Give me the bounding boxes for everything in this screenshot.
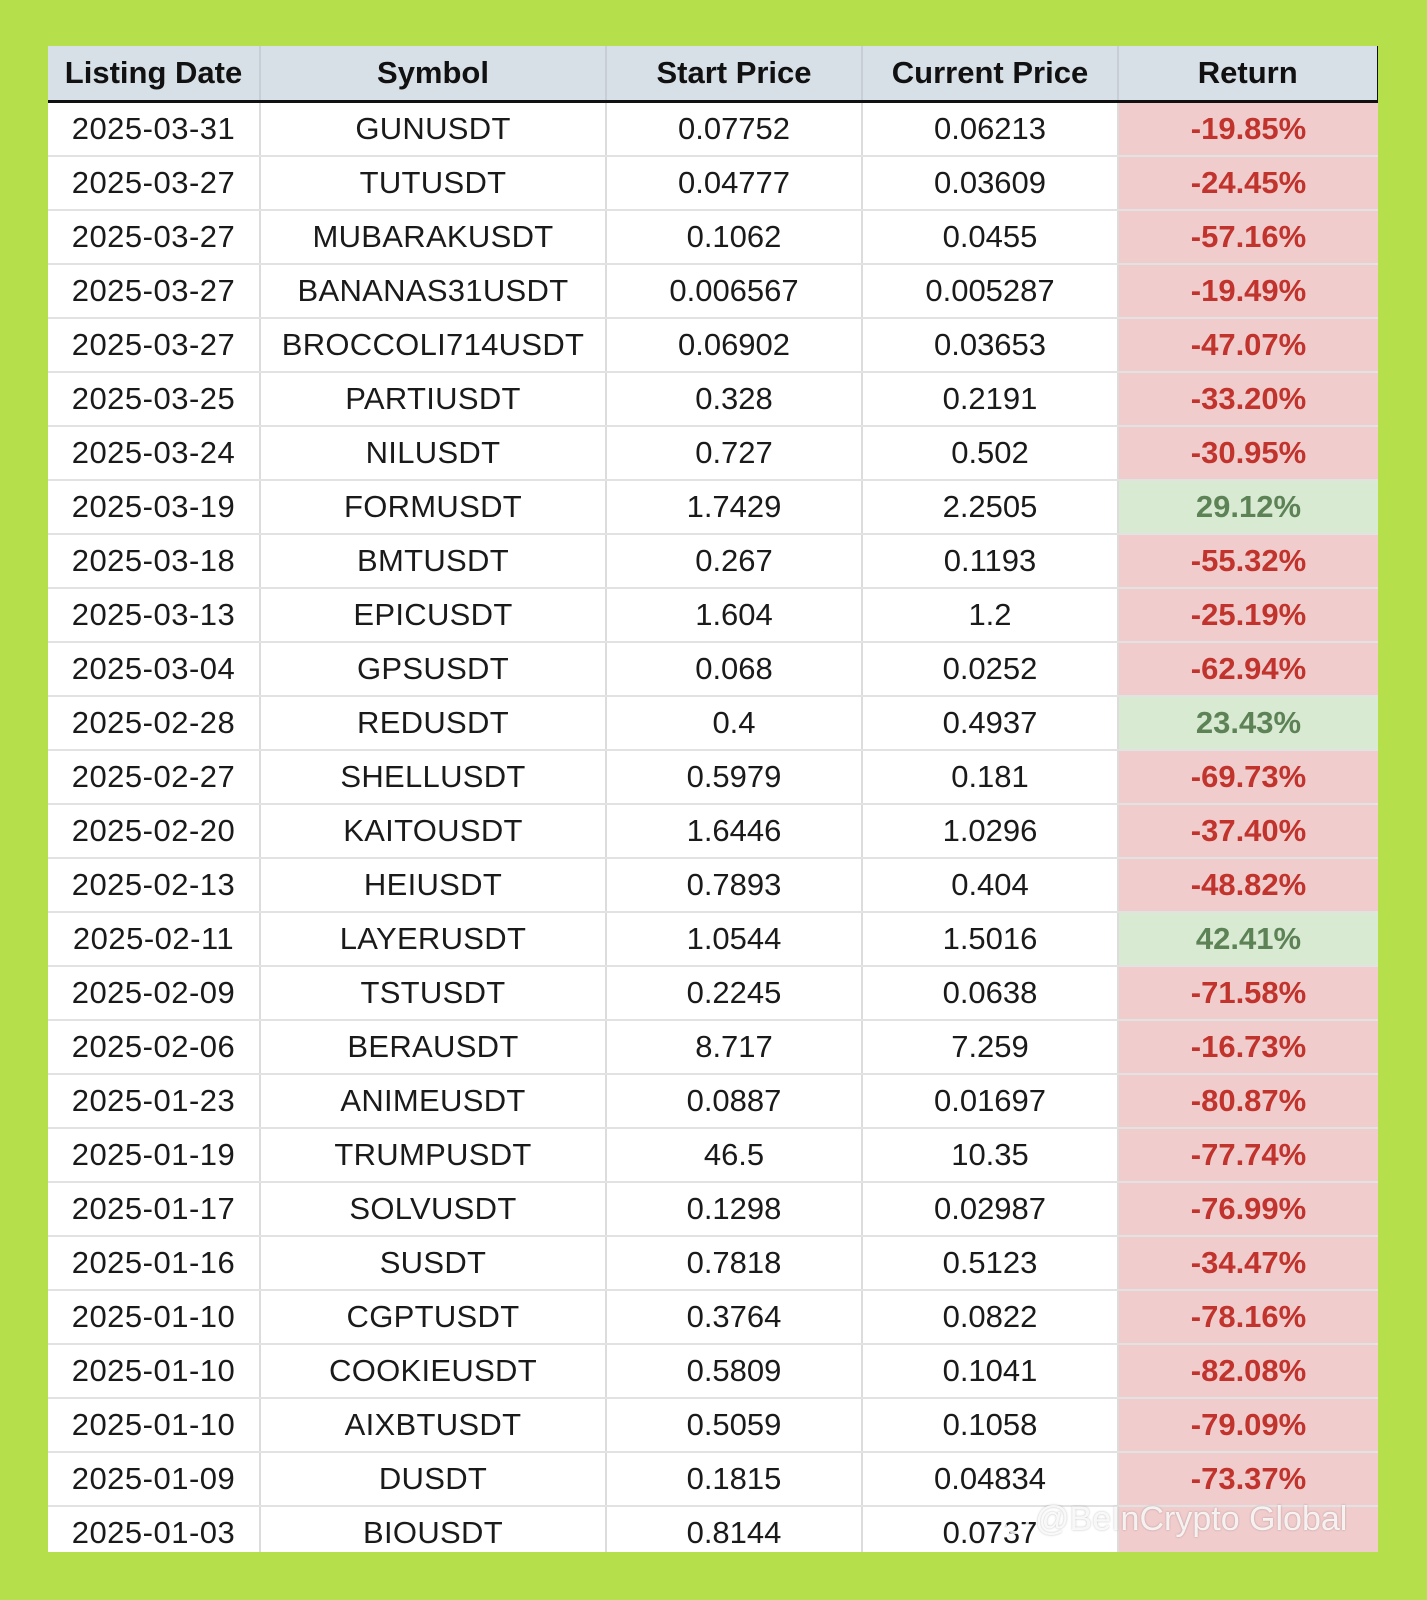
table-row bbox=[48, 318, 1378, 372]
cell-symbol: BMTUSDT bbox=[260, 534, 606, 588]
header-row bbox=[48, 46, 1378, 102]
table-row bbox=[48, 1128, 1378, 1182]
column-header-symbol: Symbol bbox=[260, 46, 606, 102]
column-header-current-price: Current Price bbox=[862, 46, 1118, 102]
cell-start-price: 1.6446 bbox=[606, 804, 862, 858]
cell-current-price: 1.0296 bbox=[862, 804, 1118, 858]
cell-current-price: 0.0455 bbox=[862, 210, 1118, 264]
cell-start-price: 46.5 bbox=[606, 1128, 862, 1182]
cell-symbol: BROCCOLI714USDT bbox=[260, 318, 606, 372]
cell-listing-date: 2025-02-28 bbox=[48, 696, 260, 750]
cell-start-price: 0.727 bbox=[606, 426, 862, 480]
table-row bbox=[48, 1398, 1378, 1452]
watermark-text: @BeInCrypto Global bbox=[1035, 1500, 1348, 1538]
cell-current-price: 0.0822 bbox=[862, 1290, 1118, 1344]
cell-listing-date: 2025-03-27 bbox=[48, 264, 260, 318]
cell-listing-date: 2025-01-19 bbox=[48, 1128, 260, 1182]
cell-listing-date: 2025-03-27 bbox=[48, 318, 260, 372]
table-row bbox=[48, 102, 1378, 157]
table-row bbox=[48, 750, 1378, 804]
cell-listing-date: 2025-01-03 bbox=[48, 1506, 260, 1552]
cell-listing-date: 2025-03-27 bbox=[48, 156, 260, 210]
cell-symbol: SHELLUSDT bbox=[260, 750, 606, 804]
cell-symbol: COOKIEUSDT bbox=[260, 1344, 606, 1398]
cell-return: -82.08% bbox=[1118, 1344, 1378, 1398]
cell-current-price: 0.01697 bbox=[862, 1074, 1118, 1128]
cell-listing-date: 2025-02-06 bbox=[48, 1020, 260, 1074]
cell-return: -73.37% bbox=[1118, 1452, 1378, 1506]
cell-return: -19.85% bbox=[1118, 102, 1378, 157]
cell-start-price: 1.0544 bbox=[606, 912, 862, 966]
cell-listing-date: 2025-03-24 bbox=[48, 426, 260, 480]
cell-listing-date: 2025-02-20 bbox=[48, 804, 260, 858]
cell-return: -78.16% bbox=[1118, 1290, 1378, 1344]
table-row bbox=[48, 858, 1378, 912]
cell-start-price: 0.4 bbox=[606, 696, 862, 750]
cell-listing-date: 2025-01-10 bbox=[48, 1290, 260, 1344]
cell-listing-date: 2025-01-10 bbox=[48, 1344, 260, 1398]
cell-symbol: TSTUSDT bbox=[260, 966, 606, 1020]
cell-listing-date: 2025-02-27 bbox=[48, 750, 260, 804]
cell-current-price: 7.259 bbox=[862, 1020, 1118, 1074]
cell-current-price: 0.1193 bbox=[862, 534, 1118, 588]
cell-current-price: 0.2191 bbox=[862, 372, 1118, 426]
cell-current-price: 0.181 bbox=[862, 750, 1118, 804]
table-row bbox=[48, 372, 1378, 426]
cell-return: -71.58% bbox=[1118, 966, 1378, 1020]
cell-listing-date: 2025-03-25 bbox=[48, 372, 260, 426]
table-row bbox=[48, 1236, 1378, 1290]
table-row bbox=[48, 642, 1378, 696]
cell-start-price: 0.5979 bbox=[606, 750, 862, 804]
cell-start-price: 0.3764 bbox=[606, 1290, 862, 1344]
cell-symbol: BANANAS31USDT bbox=[260, 264, 606, 318]
cell-return: -37.40% bbox=[1118, 804, 1378, 858]
cell-current-price: 0.005287 bbox=[862, 264, 1118, 318]
cell-return: -77.74% bbox=[1118, 1128, 1378, 1182]
cell-start-price: 0.04777 bbox=[606, 156, 862, 210]
cell-current-price: 1.2 bbox=[862, 588, 1118, 642]
cell-return: -33.20% bbox=[1118, 372, 1378, 426]
cell-return: -57.16% bbox=[1118, 210, 1378, 264]
cell-return: -24.45% bbox=[1118, 156, 1378, 210]
cell-current-price: 0.5123 bbox=[862, 1236, 1118, 1290]
cell-start-price: 1.7429 bbox=[606, 480, 862, 534]
cell-current-price: 0.502 bbox=[862, 426, 1118, 480]
cell-start-price: 0.07752 bbox=[606, 102, 862, 157]
cell-listing-date: 2025-02-13 bbox=[48, 858, 260, 912]
cell-listing-date: 2025-01-23 bbox=[48, 1074, 260, 1128]
cell-return: -76.99% bbox=[1118, 1182, 1378, 1236]
cell-return: -79.09% bbox=[1118, 1398, 1378, 1452]
table-row bbox=[48, 804, 1378, 858]
cell-listing-date: 2025-03-19 bbox=[48, 480, 260, 534]
table-body bbox=[48, 102, 1378, 1553]
cell-symbol: KAITOUSDT bbox=[260, 804, 606, 858]
cell-listing-date: 2025-02-11 bbox=[48, 912, 260, 966]
table-row bbox=[48, 210, 1378, 264]
cell-start-price: 0.1298 bbox=[606, 1182, 862, 1236]
cell-start-price: 0.7893 bbox=[606, 858, 862, 912]
cell-return: -55.32% bbox=[1118, 534, 1378, 588]
cell-listing-date: 2025-03-31 bbox=[48, 102, 260, 157]
cell-listing-date: 2025-03-13 bbox=[48, 588, 260, 642]
cell-listing-date: 2025-02-09 bbox=[48, 966, 260, 1020]
table-row bbox=[48, 1344, 1378, 1398]
spreadsheet-table-container bbox=[48, 46, 1378, 1552]
cell-start-price: 0.0887 bbox=[606, 1074, 862, 1128]
cell-listing-date: 2025-03-27 bbox=[48, 210, 260, 264]
cell-symbol: SOLVUSDT bbox=[260, 1182, 606, 1236]
cell-symbol: SUSDT bbox=[260, 1236, 606, 1290]
cell-return: -62.94% bbox=[1118, 642, 1378, 696]
cell-listing-date: 2025-01-16 bbox=[48, 1236, 260, 1290]
cell-current-price: 0.1058 bbox=[862, 1398, 1118, 1452]
table-row bbox=[48, 1020, 1378, 1074]
cell-return: -30.95% bbox=[1118, 426, 1378, 480]
table-row bbox=[48, 1290, 1378, 1344]
cell-listing-date: 2025-01-09 bbox=[48, 1452, 260, 1506]
cell-start-price: 0.1815 bbox=[606, 1452, 862, 1506]
watermark-logo-icon bbox=[1003, 1508, 1029, 1534]
table-row bbox=[48, 696, 1378, 750]
cell-symbol: GUNUSDT bbox=[260, 102, 606, 157]
cell-start-price: 0.5059 bbox=[606, 1398, 862, 1452]
cell-symbol: FORMUSDT bbox=[260, 480, 606, 534]
cell-current-price: 0.02987 bbox=[862, 1182, 1118, 1236]
cell-return: -19.49% bbox=[1118, 264, 1378, 318]
cell-listing-date: 2025-01-10 bbox=[48, 1398, 260, 1452]
column-header-return: Return bbox=[1118, 46, 1378, 102]
watermark bbox=[1003, 1500, 1347, 1539]
table-row bbox=[48, 534, 1378, 588]
table-row bbox=[48, 588, 1378, 642]
cell-start-price: 0.267 bbox=[606, 534, 862, 588]
cell-return: -69.73% bbox=[1118, 750, 1378, 804]
cell-start-price: 0.5809 bbox=[606, 1344, 862, 1398]
cell-symbol: AIXBTUSDT bbox=[260, 1398, 606, 1452]
cell-current-price: 1.5016 bbox=[862, 912, 1118, 966]
cell-symbol: GPSUSDT bbox=[260, 642, 606, 696]
column-header-listing-date: Listing Date bbox=[48, 46, 260, 102]
cell-return: -34.47% bbox=[1118, 1236, 1378, 1290]
cell-return: -25.19% bbox=[1118, 588, 1378, 642]
cell-return: -16.73% bbox=[1118, 1020, 1378, 1074]
cell-current-price: 0.06213 bbox=[862, 102, 1118, 157]
cell-symbol: BIOUSDT bbox=[260, 1506, 606, 1552]
column-header-start-price: Start Price bbox=[606, 46, 862, 102]
cell-current-price: 0.0638 bbox=[862, 966, 1118, 1020]
cell-start-price: 0.2245 bbox=[606, 966, 862, 1020]
table-row bbox=[48, 1074, 1378, 1128]
cell-symbol: TRUMPUSDT bbox=[260, 1128, 606, 1182]
cell-current-price: 0.04834 bbox=[862, 1452, 1118, 1506]
cell-current-price: 2.2505 bbox=[862, 480, 1118, 534]
table-row bbox=[48, 966, 1378, 1020]
cell-symbol: REDUSDT bbox=[260, 696, 606, 750]
cell-start-price: 8.717 bbox=[606, 1020, 862, 1074]
cell-symbol: MUBARAKUSDT bbox=[260, 210, 606, 264]
cell-current-price: 0.03653 bbox=[862, 318, 1118, 372]
cell-listing-date: 2025-03-04 bbox=[48, 642, 260, 696]
cell-symbol: CGPTUSDT bbox=[260, 1290, 606, 1344]
table-row bbox=[48, 426, 1378, 480]
cell-current-price: 0.404 bbox=[862, 858, 1118, 912]
cell-listing-date: 2025-01-17 bbox=[48, 1182, 260, 1236]
cell-current-price: 0.0252 bbox=[862, 642, 1118, 696]
cell-start-price: 0.7818 bbox=[606, 1236, 862, 1290]
cell-symbol: LAYERUSDT bbox=[260, 912, 606, 966]
cell-start-price: 0.1062 bbox=[606, 210, 862, 264]
cell-current-price: 0.1041 bbox=[862, 1344, 1118, 1398]
table-row bbox=[48, 156, 1378, 210]
cell-return: -48.82% bbox=[1118, 858, 1378, 912]
table-row bbox=[48, 480, 1378, 534]
cell-return: -80.87% bbox=[1118, 1074, 1378, 1128]
cell-symbol: NILUSDT bbox=[260, 426, 606, 480]
cell-listing-date: 2025-03-18 bbox=[48, 534, 260, 588]
cell-current-price: 0.4937 bbox=[862, 696, 1118, 750]
listing-returns-table bbox=[48, 46, 1378, 1552]
cell-current-price: 0.0737 bbox=[862, 1506, 1118, 1552]
cell-current-price: 0.03609 bbox=[862, 156, 1118, 210]
cell-symbol: TUTUSDT bbox=[260, 156, 606, 210]
table-row bbox=[48, 1182, 1378, 1236]
cell-return: 29.12% bbox=[1118, 480, 1378, 534]
cell-symbol: DUSDT bbox=[260, 1452, 606, 1506]
cell-start-price: 0.06902 bbox=[606, 318, 862, 372]
cell-start-price: 0.006567 bbox=[606, 264, 862, 318]
cell-symbol: EPICUSDT bbox=[260, 588, 606, 642]
table-row bbox=[48, 912, 1378, 966]
cell-symbol: ANIMEUSDT bbox=[260, 1074, 606, 1128]
cell-start-price: 0.8144 bbox=[606, 1506, 862, 1552]
table-row bbox=[48, 264, 1378, 318]
cell-symbol: BERAUSDT bbox=[260, 1020, 606, 1074]
cell-symbol: HEIUSDT bbox=[260, 858, 606, 912]
cell-start-price: 0.068 bbox=[606, 642, 862, 696]
cell-return: 42.41% bbox=[1118, 912, 1378, 966]
cell-current-price: 10.35 bbox=[862, 1128, 1118, 1182]
cell-return: 23.43% bbox=[1118, 696, 1378, 750]
cell-return: -47.07% bbox=[1118, 318, 1378, 372]
table-row bbox=[48, 1452, 1378, 1506]
cell-symbol: PARTIUSDT bbox=[260, 372, 606, 426]
cell-start-price: 0.328 bbox=[606, 372, 862, 426]
cell-start-price: 1.604 bbox=[606, 588, 862, 642]
